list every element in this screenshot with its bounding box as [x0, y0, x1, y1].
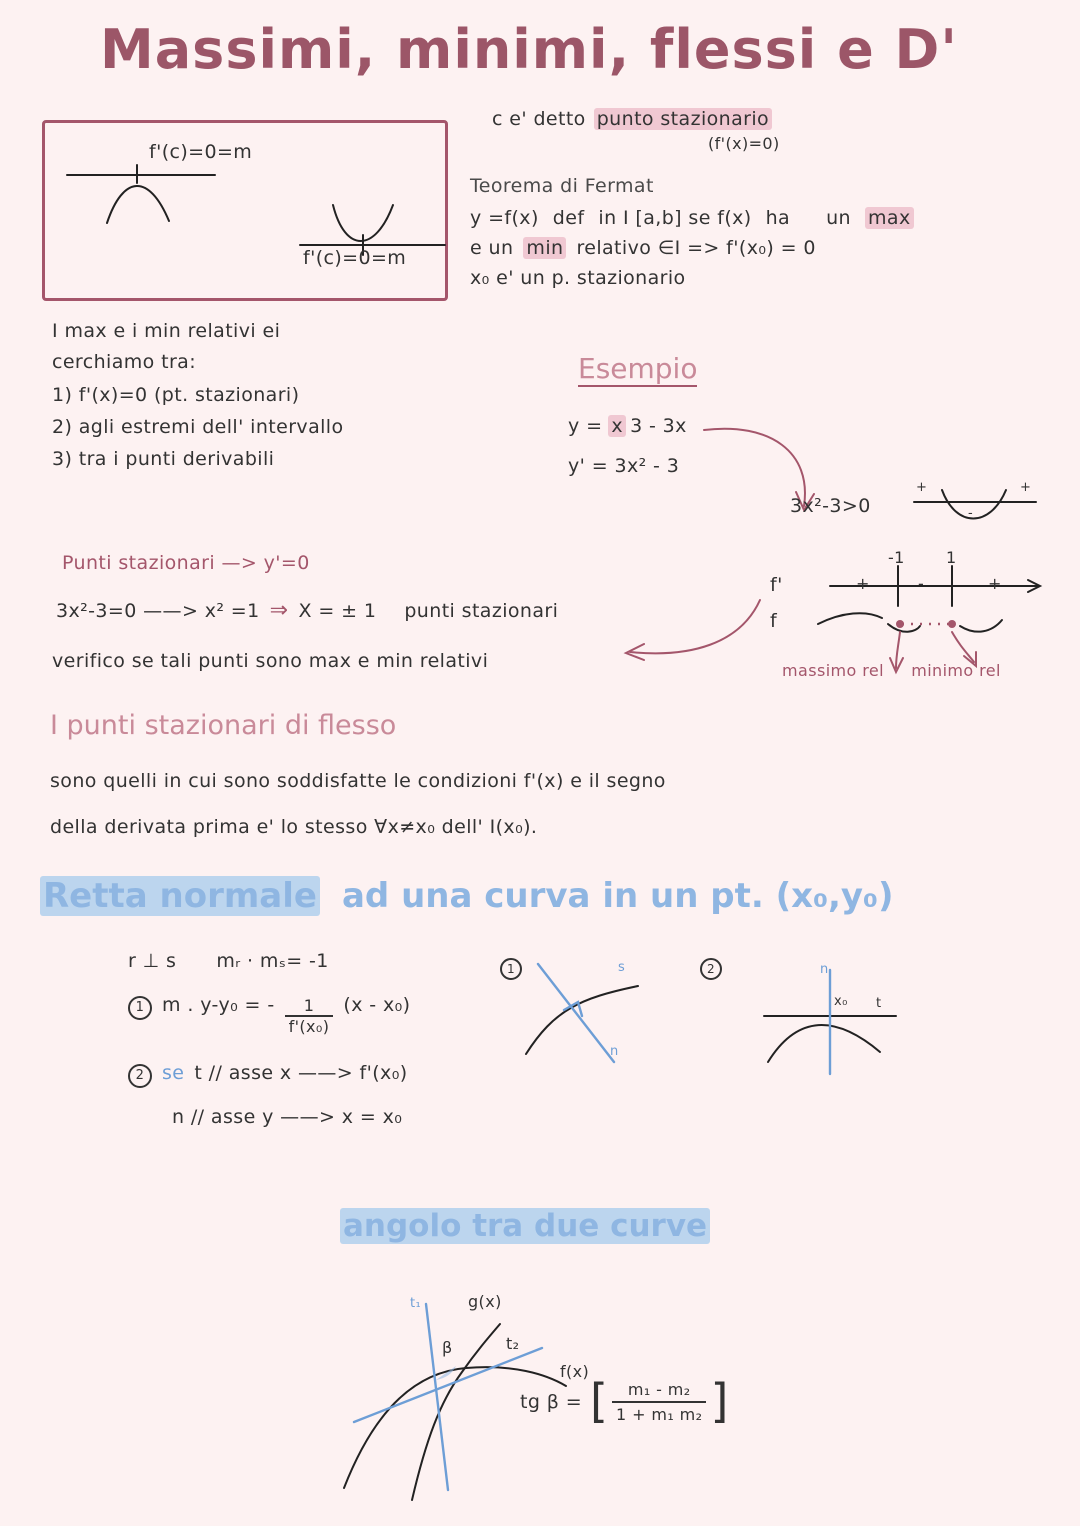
angolo-formula-den: 1 + m₁ m₂ [616, 1405, 703, 1424]
fermat-line3: x₀ e' un p. stazionario [470, 267, 686, 289]
fermat-line2-a: e un [470, 237, 514, 259]
retta-normale-body [128, 950, 410, 1128]
sign-minus-mid: - [968, 506, 974, 521]
perp-relation: r ⊥ s [128, 950, 177, 972]
fermat-line1-c: in I [a,b] se f(x) [598, 207, 752, 229]
angolo-formula: tg β = [ $\frac{\text{m₁ - m₂}}{\text{1 + m₁ m₂}}$ ] [520, 1374, 729, 1429]
stazionari-verify: verifico se tali punti sono max e min relativi [52, 650, 489, 672]
retta-item-2-se: se [162, 1062, 185, 1084]
retta-diagram-1-number: 1 [500, 958, 522, 980]
angolo-label-gx: g(x) [468, 1292, 502, 1311]
perp-slope-relation: mᵣ · mₛ= -1 [216, 950, 329, 972]
graph-box-right-label: f'(c)=0=m [303, 247, 407, 269]
flesso-line1: sono quelli in cui sono soddisfatte le condizioni f'(x) e il segno [50, 770, 666, 792]
label-minimo-rel: minimo rel [911, 661, 1001, 680]
search-intro-1: I max e i min relativi ei [52, 320, 281, 342]
stationary-note-c: c e' detto [492, 108, 586, 130]
retta-diagram-2-label-t: t [876, 996, 882, 1011]
fermat-line1-e: un [826, 207, 851, 229]
stazionari-equation-row: 3x²-3=0 ——> x² =1 ⇒ X = ± 1 punti stazionari [56, 598, 559, 623]
esempio-y-rest: 3 - 3x [630, 415, 687, 437]
search-item-3: 3) tra i punti derivabili [52, 448, 275, 470]
retta-diagram-1 [500, 958, 626, 1059]
max-min-search-list [52, 320, 344, 470]
retta-diagram-2-label-n: n [820, 962, 829, 977]
label-massimo-rel: massimo rel [782, 661, 884, 680]
retta-normale-heading-rest: ad una curva in un pt. (x₀,y₀) [341, 876, 894, 916]
sign-plus-left: + [916, 480, 928, 495]
stazionari-heading: Punti stazionari —> y'=0 [62, 552, 310, 574]
sign-cell-plus-2: + [988, 574, 1002, 593]
sign-cell-minus: - [918, 574, 925, 593]
stazionari-link-arrow [620, 600, 770, 670]
retta-item-2: t // asse x ——> f'(x₀) [194, 1062, 408, 1084]
angolo-formula-num: m₁ - m₂ [612, 1380, 706, 1403]
stazionari-equation2: X = ± 1 [298, 600, 377, 622]
angolo-formula-lhs: tg β = [520, 1391, 583, 1413]
fermat-line1-b: def [552, 207, 585, 229]
angolo-label-t2: t₂ [506, 1334, 520, 1353]
retta-normale-heading: Retta normale [40, 876, 320, 916]
search-intro-2: cerchiamo tra: [52, 351, 197, 373]
retta-item-1-frac-den: f'(x₀) [288, 1017, 330, 1036]
fermat-section [470, 175, 914, 289]
retta-item-1: m . y-y₀ = - [162, 994, 275, 1016]
angolo-heading: angolo tra due curve [340, 1208, 710, 1244]
angolo-label-t1: t₁ [410, 1296, 422, 1311]
retta-item-1-bullet: 1 [128, 996, 152, 1020]
stationary-points-graph-box [42, 120, 448, 301]
fermat-line1-a: y =f(x) [470, 207, 539, 229]
retta-diagram-1-label-n: n [610, 1044, 619, 1059]
root-one: 1 [946, 548, 957, 567]
flesso-line2: della derivata prima e' lo stesso ∀x≠x₀ dell' I(x₀). [50, 816, 538, 838]
angolo-label-beta: β [442, 1338, 453, 1357]
retta-diagram-1-label-s: s [618, 960, 626, 975]
retta-item-1-frac-num: 1 [285, 996, 334, 1017]
stationary-note-highlight: punto stazionario [594, 108, 772, 130]
fermat-line2-min: min [523, 237, 566, 259]
angolo-heading-wrap [340, 1208, 710, 1244]
flesso-heading: I punti stazionari di flesso [50, 710, 397, 741]
esempio-y-label: y = [568, 415, 603, 437]
sign-plus-right: + [1020, 480, 1032, 495]
stazionari-note: punti stazionari [404, 600, 559, 622]
search-item-1: 1) f'(x)=0 (pt. stazionari) [52, 384, 300, 406]
sign-row-fprime-label: f' [770, 574, 783, 596]
retta-diagram-2-number: 2 [700, 958, 722, 980]
sign-row-f-label: f [770, 610, 778, 632]
esempio-heading-wrap [578, 352, 697, 387]
esempio-y-highlight: x [608, 415, 626, 437]
graph-box-left-label: f'(c)=0=m [149, 141, 253, 163]
retta-diagram-2-label-x0: x₀ [834, 994, 848, 1009]
stazionari-equation: 3x²-3=0 ——> x² =1 [56, 600, 260, 622]
retta-item-2b: n // asse y ——> x = x₀ [172, 1105, 403, 1128]
angolo-label-fx: f(x) [560, 1362, 590, 1381]
fermat-line1-d: ha [765, 207, 791, 229]
retta-normale-heading-row [40, 876, 894, 916]
esempio-equations [568, 415, 687, 477]
fermat-line1-f: max [865, 207, 914, 229]
page-title: Massimi, minimi, flessi e D' [100, 18, 958, 81]
esempio-heading: Esempio [578, 352, 698, 385]
retta-diagram-2-svg [730, 958, 900, 1078]
retta-diagram-1-svg [520, 958, 660, 1068]
root-minus-one: -1 [888, 548, 905, 567]
esempio-inequality: 3x²-3>0 [790, 495, 871, 517]
esempio-yprime: y' = 3x² - 3 [568, 455, 680, 477]
fermat-heading: Teorema di Fermat [470, 175, 654, 197]
search-item-2: 2) agli estremi dell' intervallo [52, 416, 344, 438]
stationary-note [492, 108, 780, 153]
fermat-line2-b: relativo ∈I => f'(x₀) = 0 [576, 237, 816, 259]
stationary-note-condition: (f'(x)=0) [708, 134, 780, 153]
retta-item-2-bullet: 2 [128, 1064, 152, 1088]
retta-diagram-2 [700, 958, 882, 1011]
retta-item-1-tail: (x - x₀) [343, 994, 411, 1016]
sign-cell-plus-1: + [856, 574, 870, 593]
